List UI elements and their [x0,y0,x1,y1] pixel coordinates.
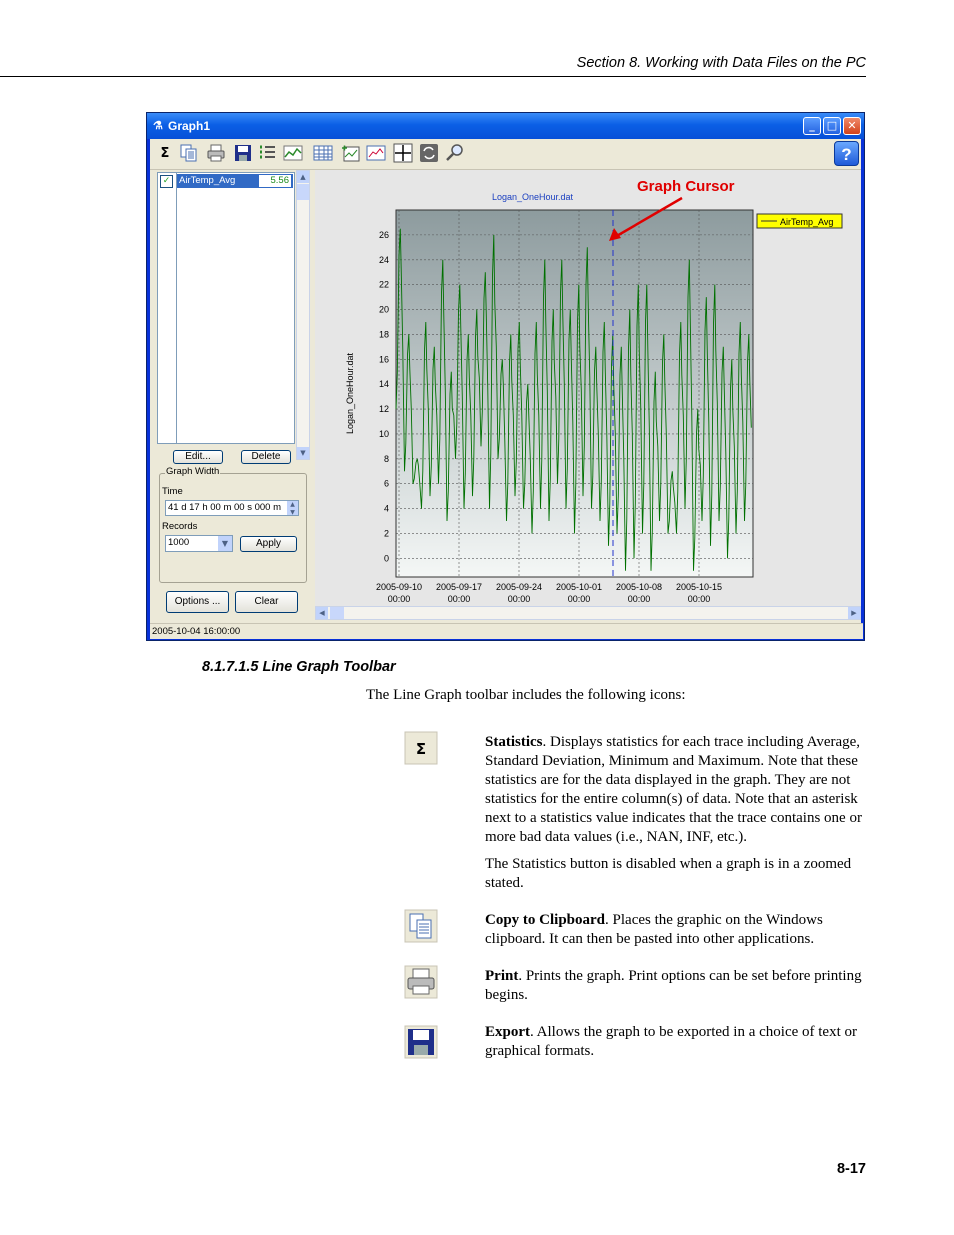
options-button[interactable]: Options ... [166,591,229,613]
y-tick-label: 22 [378,279,389,290]
intro-text: The Line Graph toolbar includes the following icons: [366,687,686,703]
scroll-thumb[interactable] [297,184,309,200]
x-tick-time: 00:00 [687,594,711,604]
y-tick-label: 12 [378,404,389,415]
edit-button[interactable]: Edit... [173,450,223,464]
statistics-doc-icon [404,731,438,765]
y-tick-label: 8 [383,453,389,464]
x-tick-label: 2005-10-15 [675,582,723,592]
statistics-note: The Statistics button is disabled when a graph is in a zoomed stated. [485,856,852,891]
x-tick-label: 2005-10-08 [615,582,663,592]
export-title: Export [485,1024,530,1040]
left-panel [153,170,312,620]
print-description [485,967,880,1005]
copy-icon [179,143,199,163]
scroll-down-icon[interactable]: ▼ [297,447,309,459]
print-title: Print [485,968,519,984]
statistics-description [485,733,880,893]
window-titlebar[interactable] [147,113,864,139]
crosshair-icon [393,143,413,163]
time-label: Time [162,486,183,497]
x-tick-label: 2005-09-24 [495,582,543,592]
copy-text: . Places the graphic on the Windows clipboard. It can then be pasted into other applications. [485,912,823,947]
records-label: Records [162,521,198,532]
graph-width-group [159,466,307,583]
copy-clipboard-button[interactable] [178,143,200,165]
x-tick-time: 00:00 [387,594,411,604]
zoom-button[interactable] [444,143,466,165]
header-rule [0,76,866,77]
minimize-button[interactable]: _ [803,117,821,135]
page-header: Section 8. Working with Data Files on the PC [576,55,866,71]
trace-list[interactable] [157,172,295,444]
chevron-down-icon[interactable]: ▼ [218,536,232,551]
line-chart[interactable] [315,170,861,606]
table-icon [313,143,333,163]
graph-panel[interactable] [315,170,861,606]
close-button[interactable]: ✕ [843,117,861,135]
left-scrollbar[interactable] [296,170,310,460]
floppy-icon [233,143,253,163]
status-bar: 2005-10-04 16:00:00 [150,623,863,639]
cursor-annotation: Graph Cursor [637,178,735,195]
print-text: . Prints the graph. Print options can be set before printing begins. [485,968,862,1003]
svg-text:Σ: Σ [415,740,427,758]
copy-title: Copy to Clipboard [485,912,606,928]
scroll-right-icon[interactable]: ▶ [848,607,860,619]
export-description [485,1023,880,1061]
graph-window [146,112,865,641]
page-number: 8-17 [836,1161,866,1177]
table-button[interactable] [312,143,334,165]
graph-width-label: Graph Width [166,466,220,477]
section-heading: 8.1.7.1.5 Line Graph Toolbar [202,659,396,675]
records-value: 1000 [168,537,190,548]
legend-label: AirTemp_Avg [780,217,834,227]
statistics-title: Statistics [485,734,543,750]
line-chart-button[interactable] [282,143,304,165]
time-input[interactable] [165,500,299,516]
print-doc-icon [404,965,438,999]
y-tick-label: 16 [378,354,389,365]
y-axis-label: Logan_OneHour.dat [345,352,355,435]
print-button[interactable] [205,143,227,165]
window-client [150,139,861,638]
y-tick-label: 20 [378,304,389,315]
y-tick-label: 26 [378,229,389,240]
refresh-icon [419,143,439,163]
trace-options-button[interactable] [340,143,362,165]
copy-doc-icon [404,909,438,943]
trace-value: 5.56 [259,175,291,187]
y-tick-label: 6 [383,478,389,489]
line-chart-icon [283,143,303,163]
x-tick-time: 00:00 [507,594,531,604]
time-value: 41 d 17 h 00 m 00 s 000 m [168,502,282,513]
y-tick-label: 4 [383,503,389,514]
help-button[interactable]: ? [834,141,859,166]
chart-title: Logan_OneHour.dat [491,192,574,202]
trace-list-button[interactable] [256,143,278,165]
toolbar [150,139,861,170]
x-tick-time: 00:00 [567,594,591,604]
y-tick-label: 14 [378,379,389,390]
scroll-left-icon[interactable]: ◀ [316,607,328,619]
export-text: . Allows the graph to be exported in a choice of text or graphical formats. [485,1024,857,1059]
x-tick-label: 2005-10-01 [555,582,603,592]
delete-button[interactable]: Delete [241,450,291,464]
magnifier-icon [445,143,465,163]
apply-button[interactable]: Apply [240,536,297,552]
graph-hscrollbar[interactable] [315,606,861,620]
trace-name: AirTemp_Avg [179,175,236,186]
cursor-button[interactable] [392,143,414,165]
y-tick-label: 2 [383,528,389,539]
zoom-chart-button[interactable] [365,143,387,165]
x-tick-time: 00:00 [627,594,651,604]
x-tick-time: 00:00 [447,594,471,604]
trace-item[interactable] [177,174,293,188]
window-title: Graph1 [168,119,211,133]
chart-window-icon [366,143,386,163]
y-tick-label: 24 [378,254,389,265]
export-button[interactable] [232,143,254,165]
app-icon: ⚗ [153,120,163,132]
hscroll-thumb[interactable] [330,607,344,619]
statistics-button[interactable]: Σ [160,146,170,161]
scroll-up-icon[interactable]: ▲ [297,171,309,183]
x-tick-label: 2005-09-10 [375,582,423,592]
copy-description [485,911,880,949]
y-tick-label: 10 [378,428,389,439]
clear-button[interactable]: Clear [235,591,298,613]
list-divider [176,173,177,443]
y-tick-label: 18 [378,329,389,340]
y-tick-label: 0 [383,553,389,564]
maximize-button[interactable]: □ [823,117,841,135]
time-spinner-icon[interactable]: ▲ ▼ [287,501,298,516]
export-doc-icon [404,1025,438,1059]
graph-options-icon [341,143,361,163]
records-select[interactable] [165,535,233,552]
statistics-text: . Displays statistics for each trace including Average, Standard Deviation, Minimum and Maximum. Note that these statistics are for the data displayed in the graph. They are not statistics for the entire column(s) of data. Note that an asterisk next to a statistics value indicates that the trace contains one or more bad data values (i.e., NAN, INF, etc.). [485,734,862,845]
refresh-button[interactable] [418,143,440,165]
printer-icon [206,143,226,163]
trace-checkbox[interactable]: ✓ [160,175,173,188]
list-icon [257,143,277,163]
x-tick-label: 2005-09-17 [435,582,483,592]
